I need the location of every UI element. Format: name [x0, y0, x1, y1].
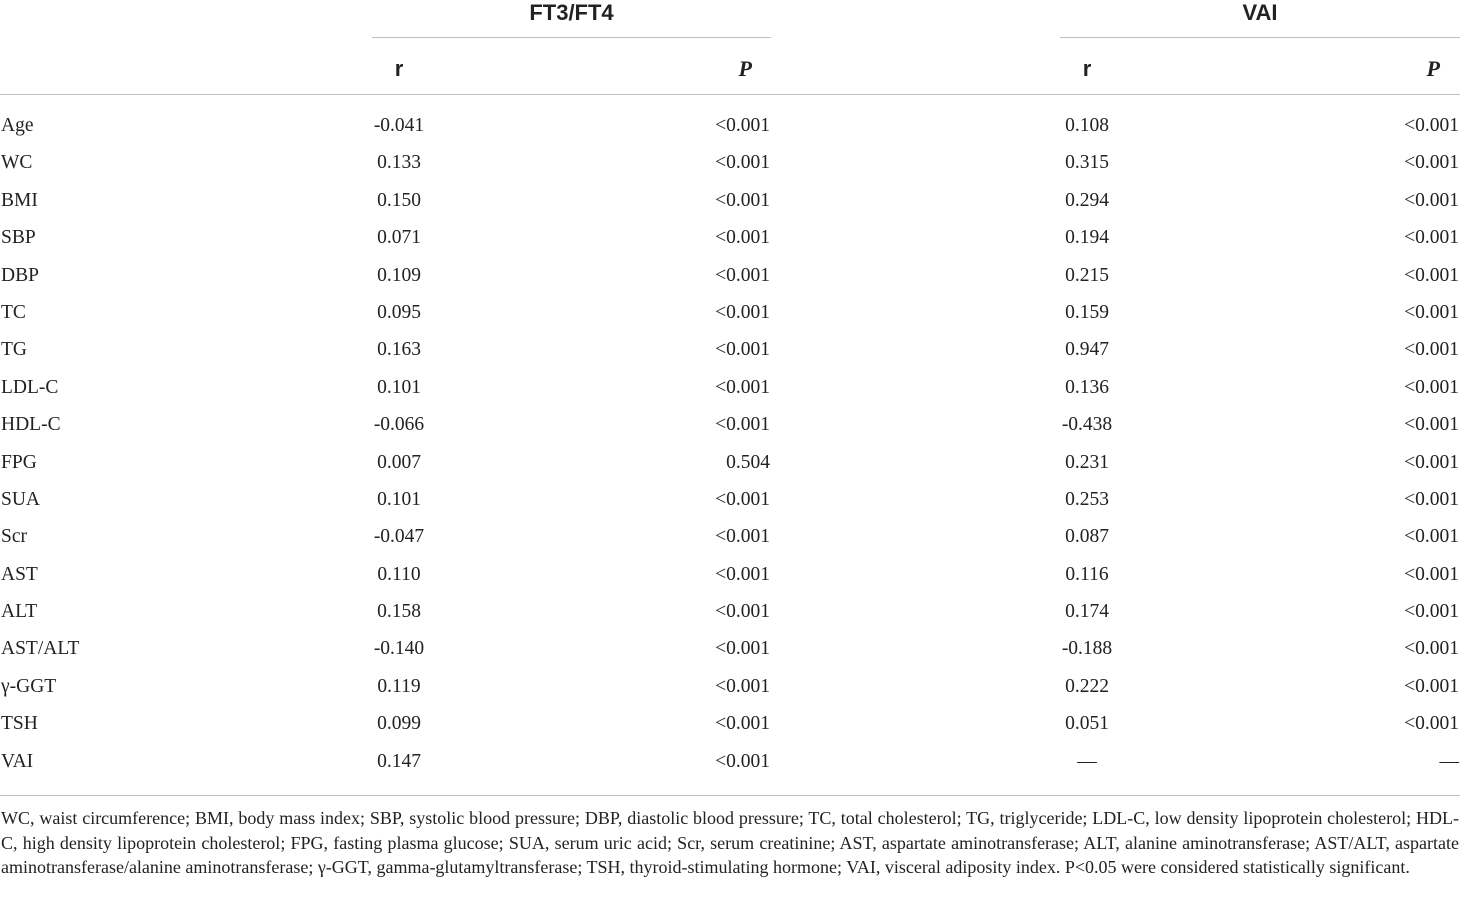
- vai-p-value: <0.001: [1404, 115, 1459, 136]
- vai-r-value: 0.108: [1065, 115, 1109, 136]
- vai-p-value: <0.001: [1404, 451, 1459, 473]
- table-row: [0, 630, 1460, 667]
- group-header-ft3-ft4: FT3/FT4: [529, 0, 614, 25]
- ft3-ft4-r-value: 0.101: [377, 376, 421, 398]
- group-header-vai-underline: [1060, 37, 1460, 38]
- vai-r-value: -0.188: [1061, 638, 1113, 660]
- row-label: BMI: [1, 189, 38, 211]
- vai-p-value: <0.001: [1404, 301, 1459, 323]
- row-label: AST/ALT: [1, 638, 80, 660]
- vai-p-value: —: [1439, 750, 1459, 772]
- vai-r-value: 0.294: [1065, 189, 1109, 211]
- ft3-ft4-p-value: <0.001: [715, 115, 770, 136]
- vai-p-value: <0.001: [1404, 526, 1459, 548]
- table-row: [0, 144, 1460, 181]
- table-row: [0, 219, 1460, 256]
- vai-p-value: <0.001: [1404, 414, 1459, 436]
- vai-p-value: <0.001: [1404, 675, 1459, 697]
- ft3-ft4-p-value: <0.001: [715, 189, 770, 211]
- row-label: TG: [1, 339, 27, 361]
- ft3-ft4-r-value: 0.109: [377, 264, 421, 286]
- ft3-ft4-p-value: <0.001: [715, 152, 770, 174]
- vai-p-value: <0.001: [1404, 488, 1459, 510]
- table-row: [0, 743, 1460, 780]
- ft3-ft4-r-value: 0.163: [377, 339, 421, 361]
- vai-r-value: 0.087: [1065, 526, 1109, 548]
- ft3-ft4-p-value: <0.001: [715, 713, 770, 735]
- table-row: [0, 182, 1460, 219]
- table-row: [0, 668, 1460, 705]
- row-label: Age: [1, 115, 34, 136]
- ft3-ft4-p-value: <0.001: [715, 264, 770, 286]
- vai-r-value: 0.253: [1065, 488, 1109, 510]
- ft3-ft4-r-value: -0.066: [373, 414, 425, 436]
- ft3-ft4-r-value: -0.047: [373, 526, 425, 548]
- table-row: [0, 556, 1460, 593]
- vai-p-value: <0.001: [1404, 638, 1459, 660]
- vai-r-value: 0.315: [1065, 152, 1109, 174]
- ft3-ft4-r-value: 0.007: [377, 451, 421, 473]
- ft3-ft4-p-value: <0.001: [715, 339, 770, 361]
- ft3-ft4-r-value: -0.140: [373, 638, 425, 660]
- subheader-vai-r: r: [1082, 56, 1092, 81]
- vai-r-value: —: [1077, 750, 1097, 772]
- ft3-ft4-r-value: 0.110: [377, 563, 421, 585]
- ft3-ft4-p-value: <0.001: [715, 601, 770, 623]
- subheader-vai-p: P: [1426, 56, 1440, 81]
- row-label: AST: [1, 563, 38, 585]
- ft3-ft4-p-value: 0.504: [726, 451, 770, 473]
- table-bottom-rule: [0, 795, 1460, 796]
- vai-r-value: 0.222: [1065, 675, 1109, 697]
- vai-r-value: -0.438: [1061, 414, 1113, 436]
- vai-p-value: <0.001: [1404, 376, 1459, 398]
- table-row: [0, 107, 1460, 144]
- row-label: SUA: [1, 488, 41, 510]
- table-row: [0, 705, 1460, 742]
- ft3-ft4-r-value: 0.095: [377, 301, 421, 323]
- vai-r-value: 0.051: [1065, 713, 1109, 735]
- row-label: VAI: [1, 750, 34, 772]
- table-row: [0, 257, 1460, 294]
- vai-p-value: <0.001: [1404, 563, 1459, 585]
- table-row: [0, 294, 1460, 331]
- ft3-ft4-r-value: 0.158: [377, 601, 421, 623]
- vai-p-value: <0.001: [1404, 601, 1459, 623]
- row-label: WC: [1, 152, 33, 174]
- ft3-ft4-r-value: -0.041: [373, 115, 425, 136]
- table-row: [0, 406, 1460, 443]
- table-row: [0, 369, 1460, 406]
- ft3-ft4-r-value: 0.147: [377, 750, 421, 772]
- vai-p-value: <0.001: [1404, 713, 1459, 735]
- vai-p-value: <0.001: [1404, 264, 1459, 286]
- ft3-ft4-r-value: 0.119: [377, 675, 421, 697]
- row-label: ALT: [1, 601, 38, 623]
- vai-r-value: 0.231: [1065, 451, 1109, 473]
- row-label: SBP: [1, 227, 36, 249]
- ft3-ft4-p-value: <0.001: [715, 563, 770, 585]
- ft3-ft4-r-value: 0.099: [377, 713, 421, 735]
- group-header-vai: VAI: [1242, 0, 1278, 25]
- table-row: [0, 444, 1460, 481]
- vai-p-value: <0.001: [1404, 227, 1459, 249]
- subheader-ft3-ft4-p: P: [738, 56, 752, 81]
- row-label: γ-GGT: [1, 675, 57, 697]
- table-row: [0, 331, 1460, 368]
- vai-r-value: 0.174: [1065, 601, 1109, 623]
- vai-r-value: 0.136: [1065, 376, 1109, 398]
- row-label: TSH: [1, 713, 38, 735]
- ft3-ft4-p-value: <0.001: [715, 301, 770, 323]
- ft3-ft4-r-value: 0.150: [377, 189, 421, 211]
- group-header-ft3-ft4-underline: [372, 37, 771, 38]
- row-label: HDL-C: [1, 414, 61, 436]
- ft3-ft4-r-value: 0.101: [377, 488, 421, 510]
- vai-r-value: 0.159: [1065, 301, 1109, 323]
- ft3-ft4-p-value: <0.001: [715, 526, 770, 548]
- table-row: [0, 518, 1460, 555]
- vai-r-value: 0.194: [1065, 227, 1109, 249]
- ft3-ft4-p-value: <0.001: [715, 414, 770, 436]
- table-body: [0, 107, 1460, 780]
- ft3-ft4-r-value: 0.071: [377, 227, 421, 249]
- vai-r-value: 0.215: [1065, 264, 1109, 286]
- ft3-ft4-p-value: <0.001: [715, 376, 770, 398]
- row-label: FPG: [1, 451, 37, 473]
- row-label: TC: [1, 301, 26, 323]
- ft3-ft4-p-value: <0.001: [715, 750, 770, 772]
- vai-r-value: 0.947: [1065, 339, 1109, 361]
- ft3-ft4-p-value: <0.001: [715, 675, 770, 697]
- row-label: Scr: [1, 526, 27, 548]
- header-bottom-rule: [0, 94, 1460, 95]
- row-label: LDL-C: [1, 376, 59, 398]
- vai-p-value: <0.001: [1404, 339, 1459, 361]
- table-footnote: WC, waist circumference; BMI, body mass index; SBP, systolic blood pressure; DBP, diastolic blood pressure; TC, total cholesterol; TG, triglyceride; LDL-C, low density lipoprotein cholesterol; HDL-C, high density lipoprotein cholesterol; FPG, fasting plasma glucose; SUA, serum uric acid; Scr, serum creatinine; AST, aspartate aminotransferase; ALT, alanine aminotransferase; AST/ALT, aspartate aminotransferase/alanine aminotransferase; γ-GGT, gamma-glutamyltransferase; TSH, thyroid-stimulating hormone; VAI, visceral adiposity index. P<0.05 were considered statistically significant.: [1, 808, 1459, 877]
- vai-r-value: 0.116: [1065, 563, 1109, 585]
- table-row: [0, 481, 1460, 518]
- vai-p-value: <0.001: [1404, 189, 1459, 211]
- ft3-ft4-r-value: 0.133: [377, 152, 421, 174]
- ft3-ft4-p-value: <0.001: [715, 638, 770, 660]
- row-label: DBP: [1, 264, 39, 286]
- vai-p-value: <0.001: [1404, 152, 1459, 174]
- ft3-ft4-p-value: <0.001: [715, 227, 770, 249]
- ft3-ft4-p-value: <0.001: [715, 488, 770, 510]
- subheader-ft3-ft4-r: r: [394, 56, 404, 81]
- table-row: [0, 593, 1460, 630]
